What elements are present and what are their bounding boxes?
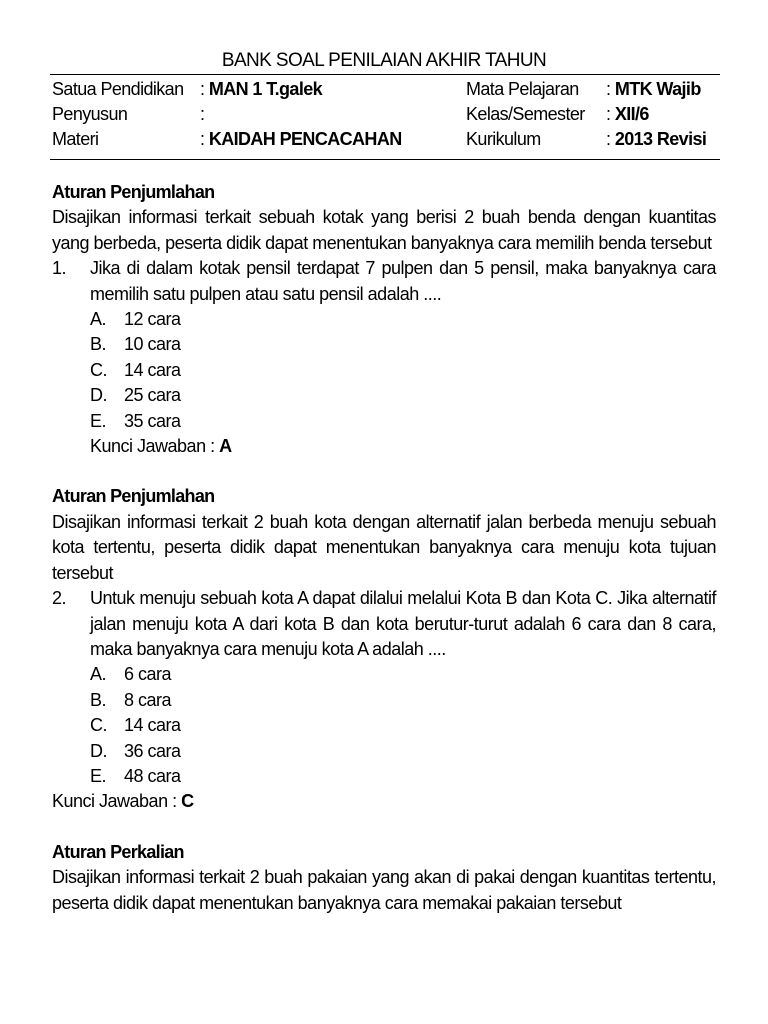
- option-item: [90, 739, 716, 764]
- option-item: [90, 713, 716, 738]
- section-heading: Aturan Penjumlahan: [52, 486, 215, 507]
- option-letter: A.: [90, 309, 107, 330]
- options-list: [90, 662, 716, 789]
- answer-key: [90, 434, 716, 459]
- question-item: [52, 586, 716, 662]
- mapel-value: : MTK Wajib: [606, 79, 701, 99]
- option-item: [90, 307, 716, 332]
- indicator-text: Disajikan informasi terkait 2 buah kota dengan alternatif jalan berbeda menuju sebuah kota tertentu, peserta didik dapat menentukan banyaknya cara menuju kota tujuan tersebut: [52, 511, 716, 583]
- option-letter: D.: [90, 385, 107, 406]
- option-letter: A.: [90, 664, 107, 685]
- mapel-label: Mata Pelajaran: [466, 79, 579, 99]
- option-letter: E.: [90, 765, 107, 786]
- option-text: 8 cara: [124, 689, 172, 710]
- satuan-label: Satua Pendidikan: [52, 79, 184, 99]
- kelas-value: : XII/6: [606, 104, 649, 124]
- option-letter: D.: [90, 740, 107, 761]
- option-item: [90, 764, 716, 789]
- materi-label: Materi: [52, 129, 99, 149]
- option-text: 35 cara: [124, 410, 181, 431]
- question-section: [52, 180, 716, 459]
- option-text: 25 cara: [124, 385, 181, 406]
- option-letter: E.: [90, 410, 107, 431]
- option-text: 14 cara: [124, 359, 181, 380]
- option-text: 6 cara: [124, 664, 172, 685]
- answer-key: [52, 789, 716, 814]
- option-text: 10 cara: [124, 334, 181, 355]
- document-title: BANK SOAL PENILAIAN AKHIR TAHUN: [221, 50, 547, 71]
- kurikulum-label: Kurikulum: [466, 129, 541, 149]
- penyusun-label: Penyusun: [52, 104, 128, 124]
- option-item: [90, 409, 716, 434]
- option-text: 12 cara: [124, 309, 181, 330]
- option-text: 14 cara: [124, 715, 181, 736]
- question-text: Jika di dalam kotak pensil terdapat 7 pulpen dan 5 pensil, maka banyaknya cara memilih satu pulpen atau satu pensil adalah ....: [90, 258, 716, 304]
- materi-value: : KAIDAH PENCACAHAN: [200, 129, 402, 149]
- option-item: [90, 358, 716, 383]
- question-section: [52, 840, 716, 916]
- answer-key-label: Kunci Jawaban :: [52, 791, 177, 812]
- option-letter: C.: [90, 359, 107, 380]
- option-text: 48 cara: [124, 765, 181, 786]
- question-number: 1.: [52, 258, 67, 279]
- answer-key-value: A: [219, 436, 232, 457]
- answer-key-value: C: [181, 791, 194, 812]
- option-item: [90, 332, 716, 357]
- indicator-text: Disajikan informasi terkait 2 buah pakaian yang akan di pakai dengan kuantitas tertentu, peserta didik dapat menentukan banyaknya cara memakai pakaian tersebut: [52, 867, 716, 913]
- option-item: [90, 383, 716, 408]
- option-letter: C.: [90, 715, 107, 736]
- options-list: [90, 307, 716, 434]
- kurikulum-value: : 2013 Revisi: [606, 129, 707, 149]
- indicator-text: Disajikan informasi terkait sebuah kotak yang berisi 2 buah benda dengan kuantitas yang berbeda, peserta didik dapat menentukan banyaknya cara memilih benda tersebut: [52, 207, 716, 253]
- option-letter: B.: [90, 689, 107, 710]
- option-item: [90, 688, 716, 713]
- question-section: [52, 484, 716, 814]
- question-number: 2.: [52, 588, 67, 609]
- option-letter: B.: [90, 334, 107, 355]
- section-heading: Aturan Penjumlahan: [52, 182, 215, 202]
- satuan-value: : MAN 1 T.galek: [200, 79, 323, 99]
- question-item: [52, 256, 716, 307]
- answer-key-label: Kunci Jawaban :: [90, 436, 215, 457]
- question-text: Untuk menuju sebuah kota A dapat dilalui melalui Kota B dan Kota C. Jika alternatif jalan menuju kota A dari kota B dan kota berutur-turut adalah 6 cara dan 8 cara, maka banyaknya cara menuju kota A adalah ....: [90, 588, 716, 659]
- option-item: [90, 662, 716, 687]
- penyusun-value: :: [200, 104, 205, 124]
- kelas-label: Kelas/Semester: [466, 104, 585, 124]
- header-info-block: [50, 74, 720, 160]
- questions-content: [52, 180, 716, 916]
- section-heading: Aturan Perkalian: [52, 841, 184, 862]
- option-text: 36 cara: [124, 740, 181, 761]
